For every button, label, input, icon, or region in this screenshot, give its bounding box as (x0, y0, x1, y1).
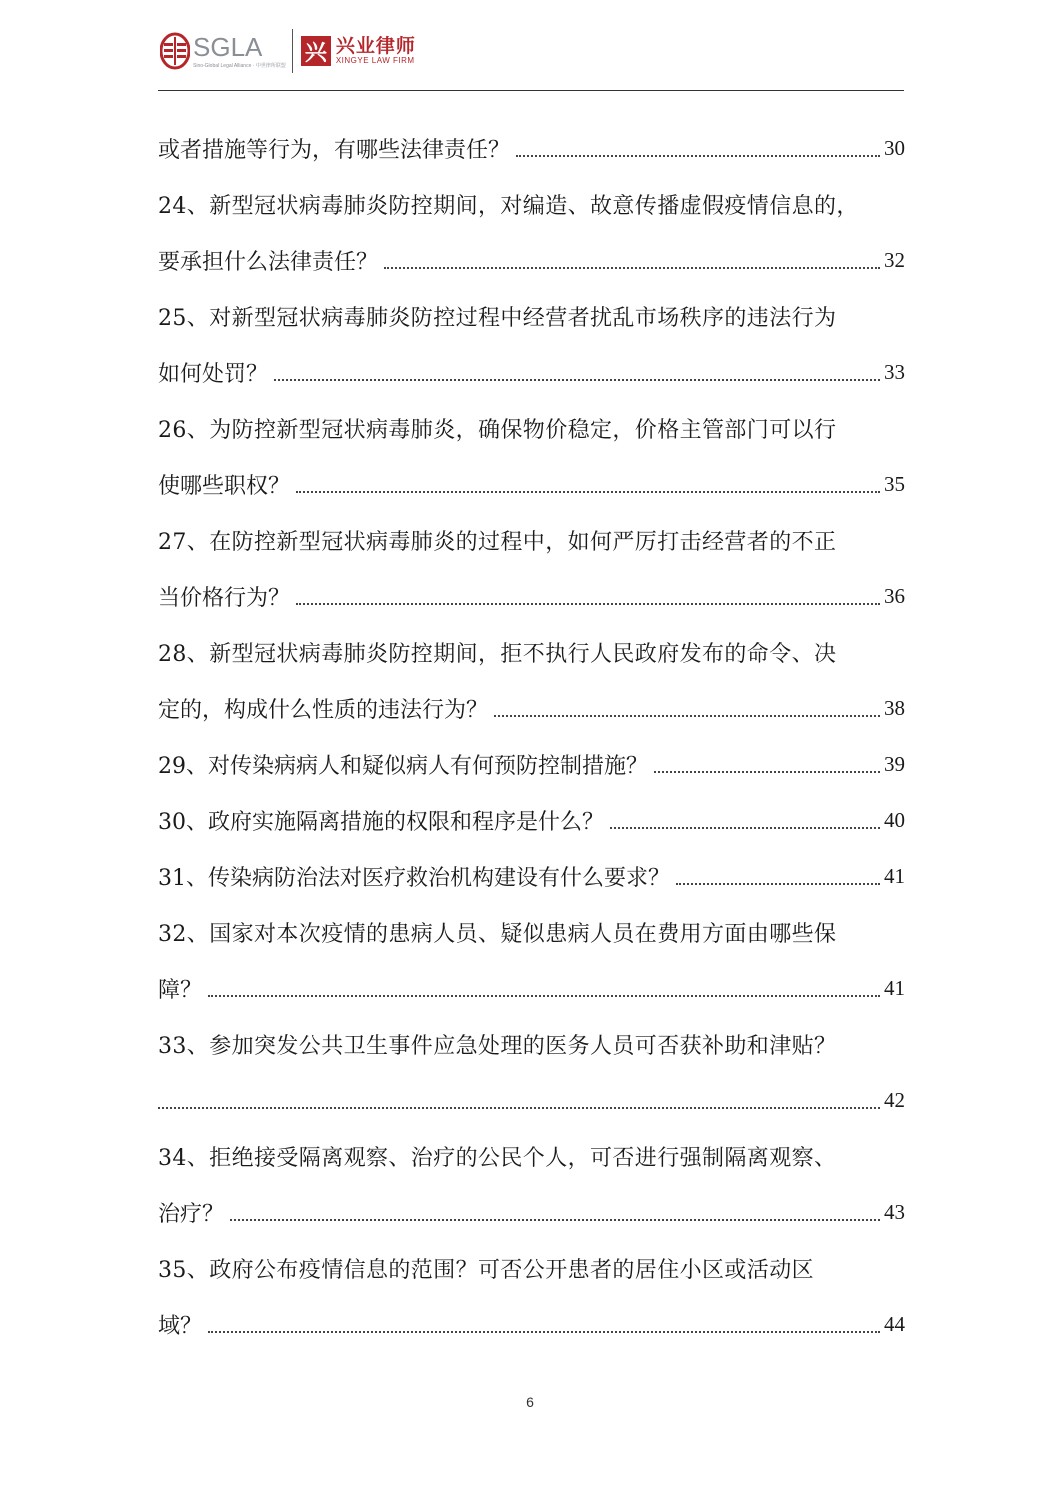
toc-line[interactable] (158, 904, 905, 960)
toc-entry-text: 35、政府公布疫情信息的范围？可否公开患者的居住小区或活动区 (158, 1257, 814, 1283)
toc-line[interactable] (158, 1296, 905, 1352)
dot-leader (610, 827, 880, 829)
sgla-logo-text: SGLA (193, 31, 263, 62)
sgla-wordmark (193, 31, 286, 69)
toc-entry-text: 29、对传染病病人和疑似病人有何预防控制措施？ (158, 753, 648, 779)
toc-entry-text: 如何处罚？ (158, 361, 269, 387)
toc-entry-text: 使哪些职权？ (158, 473, 291, 499)
toc-page-number: 38 (884, 695, 905, 720)
toc-page-number: 41 (884, 975, 905, 1000)
dot-leader (516, 155, 880, 157)
sgla-emblem-icon (160, 31, 190, 71)
toc-page-number: 32 (884, 247, 905, 272)
toc-entry-text: 治疗？ (158, 1201, 225, 1227)
toc-entry-text: 33、参加突发公共卫生事件应急处理的医务人员可否获补助和津贴？ (158, 1033, 837, 1059)
dot-leader (384, 267, 880, 269)
toc-line[interactable] (158, 176, 905, 232)
toc-entry-text: 障？ (158, 977, 203, 1003)
toc-line[interactable] (158, 512, 905, 568)
xingye-logo-en: XINGYE LAW FIRM (335, 56, 415, 65)
toc-page-number: 43 (884, 1199, 905, 1224)
toc-line[interactable] (158, 456, 905, 512)
toc-line[interactable] (158, 624, 905, 680)
dot-leader (208, 1331, 880, 1333)
toc-entry-text: 要承担什么法律责任？ (158, 249, 379, 275)
toc-line[interactable] (158, 1240, 905, 1296)
toc-entry-text: 当价格行为？ (158, 585, 291, 611)
toc-line[interactable] (158, 1184, 905, 1240)
toc-page-number: 35 (884, 471, 905, 496)
toc-line[interactable] (158, 680, 905, 736)
toc-page-number: 39 (884, 751, 905, 776)
toc-line[interactable] (158, 400, 905, 456)
toc-entry-text: 31、传染病防治法对医疗救治机构建设有什么要求？ (158, 865, 670, 891)
logo-divider (292, 29, 293, 73)
toc-line[interactable] (158, 568, 905, 624)
toc-entry-text: 28、新型冠状病毒肺炎防控期间，拒不执行人民政府发布的命令、决 (158, 641, 837, 667)
dot-leader (274, 379, 880, 381)
toc-entry-text: 定的，构成什么性质的违法行为？ (158, 697, 489, 723)
toc-line[interactable] (158, 960, 905, 1016)
dot-leader (654, 771, 880, 773)
toc-line[interactable] (158, 344, 905, 400)
toc-entry-text: 32、国家对本次疫情的患病人员、疑似患病人员在费用方面由哪些保 (158, 921, 837, 947)
toc-line[interactable] (158, 1016, 905, 1072)
header-rule (158, 90, 904, 91)
sgla-logo (160, 26, 286, 76)
toc-entry-text: 34、拒绝接受隔离观察、治疗的公民个人，可否进行强制隔离观察、 (158, 1145, 837, 1171)
toc-entry-text: 26、为防控新型冠状病毒肺炎，确保物价稳定，价格主管部门可以行 (158, 417, 837, 443)
dot-leader (676, 883, 880, 885)
toc-line[interactable] (158, 232, 905, 288)
toc-line[interactable] (158, 120, 905, 176)
toc-line[interactable] (158, 736, 905, 792)
toc-entry-text: 30、政府实施隔离措施的权限和程序是什么？ (158, 809, 604, 835)
toc-page-number: 33 (884, 359, 905, 384)
dot-leader (296, 603, 880, 605)
toc-line[interactable] (158, 288, 905, 344)
toc-line[interactable] (158, 1072, 905, 1128)
dot-leader (230, 1219, 880, 1221)
toc-entry-text: 域？ (158, 1313, 203, 1339)
toc-page-number: 44 (884, 1311, 905, 1336)
xingye-wordmark (336, 36, 416, 66)
toc-line[interactable] (158, 1128, 905, 1184)
dot-leader (158, 1107, 880, 1109)
toc-entry-text: 27、在防控新型冠状病毒肺炎的过程中，如何严厉打击经营者的不正 (158, 529, 837, 555)
page-number: 6 (526, 1394, 534, 1410)
toc-page-number: 42 (884, 1087, 905, 1112)
xingye-emblem-icon: 兴 (301, 36, 331, 66)
toc-line[interactable] (158, 848, 905, 904)
toc-page-number: 41 (884, 863, 905, 888)
xingye-logo (301, 36, 416, 66)
toc-entry-text: 25、对新型冠状病毒肺炎防控过程中经营者扰乱市场秩序的违法行为 (158, 305, 837, 331)
toc-entry-text: 或者措施等行为，有哪些法律责任？ (158, 137, 511, 163)
page-header (160, 26, 416, 76)
toc-entry-text: 24、新型冠状病毒肺炎防控期间，对编造、故意传播虚假疫情信息的， (158, 193, 859, 219)
xingye-logo-cn: 兴业律师 (335, 35, 416, 57)
dot-leader (296, 491, 880, 493)
sgla-logo-subtext: Sino-Global Legal Alliance · 中世律所联盟 (193, 62, 286, 69)
dot-leader (494, 715, 880, 717)
toc-line[interactable] (158, 792, 905, 848)
dot-leader (208, 995, 880, 997)
toc-page-number: 40 (884, 807, 905, 832)
toc-page-number: 30 (884, 135, 905, 160)
toc-page-number: 36 (884, 583, 905, 608)
